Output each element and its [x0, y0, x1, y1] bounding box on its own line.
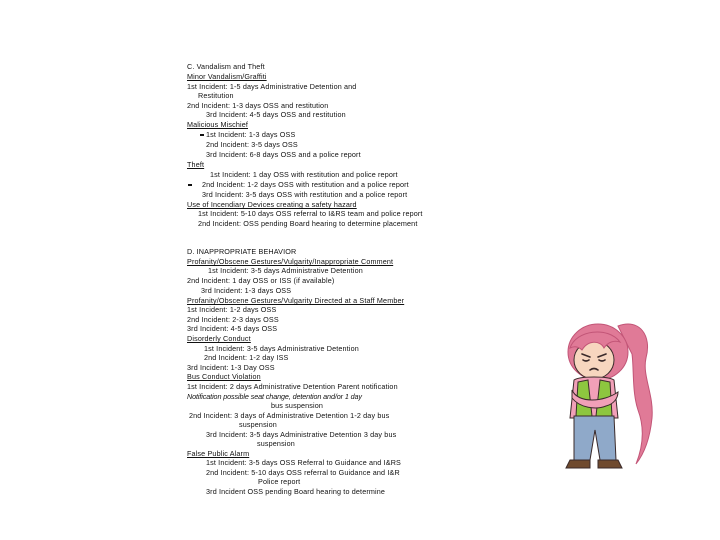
- rule-line: 2nd Incident: 1 day OSS or ISS (if available): [187, 276, 335, 285]
- rule-line: 1st Incident: 3-5 days Administrative Detention: [204, 344, 359, 353]
- subheading-false-alarm: False Public Alarm: [187, 449, 250, 458]
- jeans: [574, 416, 616, 460]
- rule-line: 1st Incident: 1-5 days Administrative Detention and: [187, 82, 357, 91]
- rule-line: 3rd Incident: 4-5 days OSS: [187, 324, 278, 333]
- rule-line: 3rd Incident: 3-5 days Administrative Detention 3 day bus: [206, 430, 397, 439]
- subheading-profanity: Profanity/Obscene Gestures/Vulgarity/Inappropriate Comment: [187, 257, 394, 266]
- subheading-bus-conduct: Bus Conduct Violation: [187, 372, 261, 381]
- rule-line: 2nd Incident: OSS pending Board hearing to determine placement: [198, 219, 418, 228]
- rule-line: 1st Incident: 2 days Administrative Detention Parent notification: [187, 382, 398, 391]
- rule-line: 3rd Incident: 1-3 Day OSS: [187, 363, 275, 372]
- rule-line: suspension: [257, 439, 295, 448]
- rule-line: 1st Incident: 3-5 days Administrative Detention: [208, 266, 363, 275]
- subheading-incendiary-devices: Use of Incendiary Devices creating a safety hazard: [187, 200, 357, 209]
- rule-line: Notification possible seat change, detention and/or 1 day: [187, 392, 362, 401]
- rule-line: 1st Incident: 1 day OSS with restitution and police report: [210, 170, 398, 179]
- subheading-profanity-staff: Profanity/Obscene Gestures/Vulgarity Directed at a Staff Member: [187, 296, 405, 305]
- rule-line: Police report: [258, 477, 301, 486]
- rule-line: bus suspension: [271, 401, 324, 410]
- rule-line: 2nd Incident: 1-3 days OSS and restitution: [187, 101, 329, 110]
- subheading-theft: Theft: [187, 160, 205, 169]
- rule-line: suspension: [239, 420, 277, 429]
- rule-line: 2nd Incident: 3-5 days OSS: [206, 140, 298, 149]
- rule-line: 2nd Incident: 3 days of Administrative Detention 1-2 day bus: [189, 411, 390, 420]
- rule-line: 3rd Incident: 3-5 days OSS with restitution and a police report: [202, 190, 408, 199]
- rule-line: 1st Incident: 1-3 days OSS: [206, 130, 296, 139]
- rule-line: 2nd Incident: 1-2 days OSS with restitution and a police report: [202, 180, 409, 189]
- shoes: [566, 460, 622, 468]
- rule-line: 3rd Incident: 6-8 days OSS and a police report: [206, 150, 361, 159]
- rule-line: 1st Incident: 3-5 days OSS Referral to Guidance and I&RS: [206, 458, 401, 467]
- rule-line: 3rd Incident OSS pending Board hearing to determine: [206, 487, 386, 496]
- rule-line: 3rd Incident: 1-3 days OSS: [201, 286, 292, 295]
- rule-line: 2nd Incident: 1-2 day ISS: [204, 353, 289, 362]
- subheading-disorderly-conduct: Disorderly Conduct: [187, 334, 251, 343]
- rule-line: 2nd Incident: 2-3 days OSS: [187, 315, 279, 324]
- bullet-marker: [200, 134, 204, 136]
- rule-line: 1st Incident: 5-10 days OSS referral to I&RS team and police report: [198, 209, 423, 218]
- angry-girl-clipart-icon: [548, 318, 678, 478]
- bullet-marker: [188, 184, 192, 186]
- section-c-heading: C. Vandalism and Theft: [187, 62, 265, 71]
- rule-line: 3rd Incident: 4-5 days OSS and restitution: [206, 110, 346, 119]
- rule-line: Restitution: [198, 91, 234, 100]
- rule-line: 2nd Incident: 5-10 days OSS referral to Guidance and I&R: [206, 468, 400, 477]
- rule-line: 1st Incident: 1-2 days OSS: [187, 305, 277, 314]
- subheading-malicious-mischief: Malicious Mischief: [187, 120, 249, 129]
- subheading-minor-vandalism: Minor Vandalism/Graffiti: [187, 72, 267, 81]
- section-d-heading: D. INAPPROPRIATE BEHAVIOR: [187, 247, 297, 256]
